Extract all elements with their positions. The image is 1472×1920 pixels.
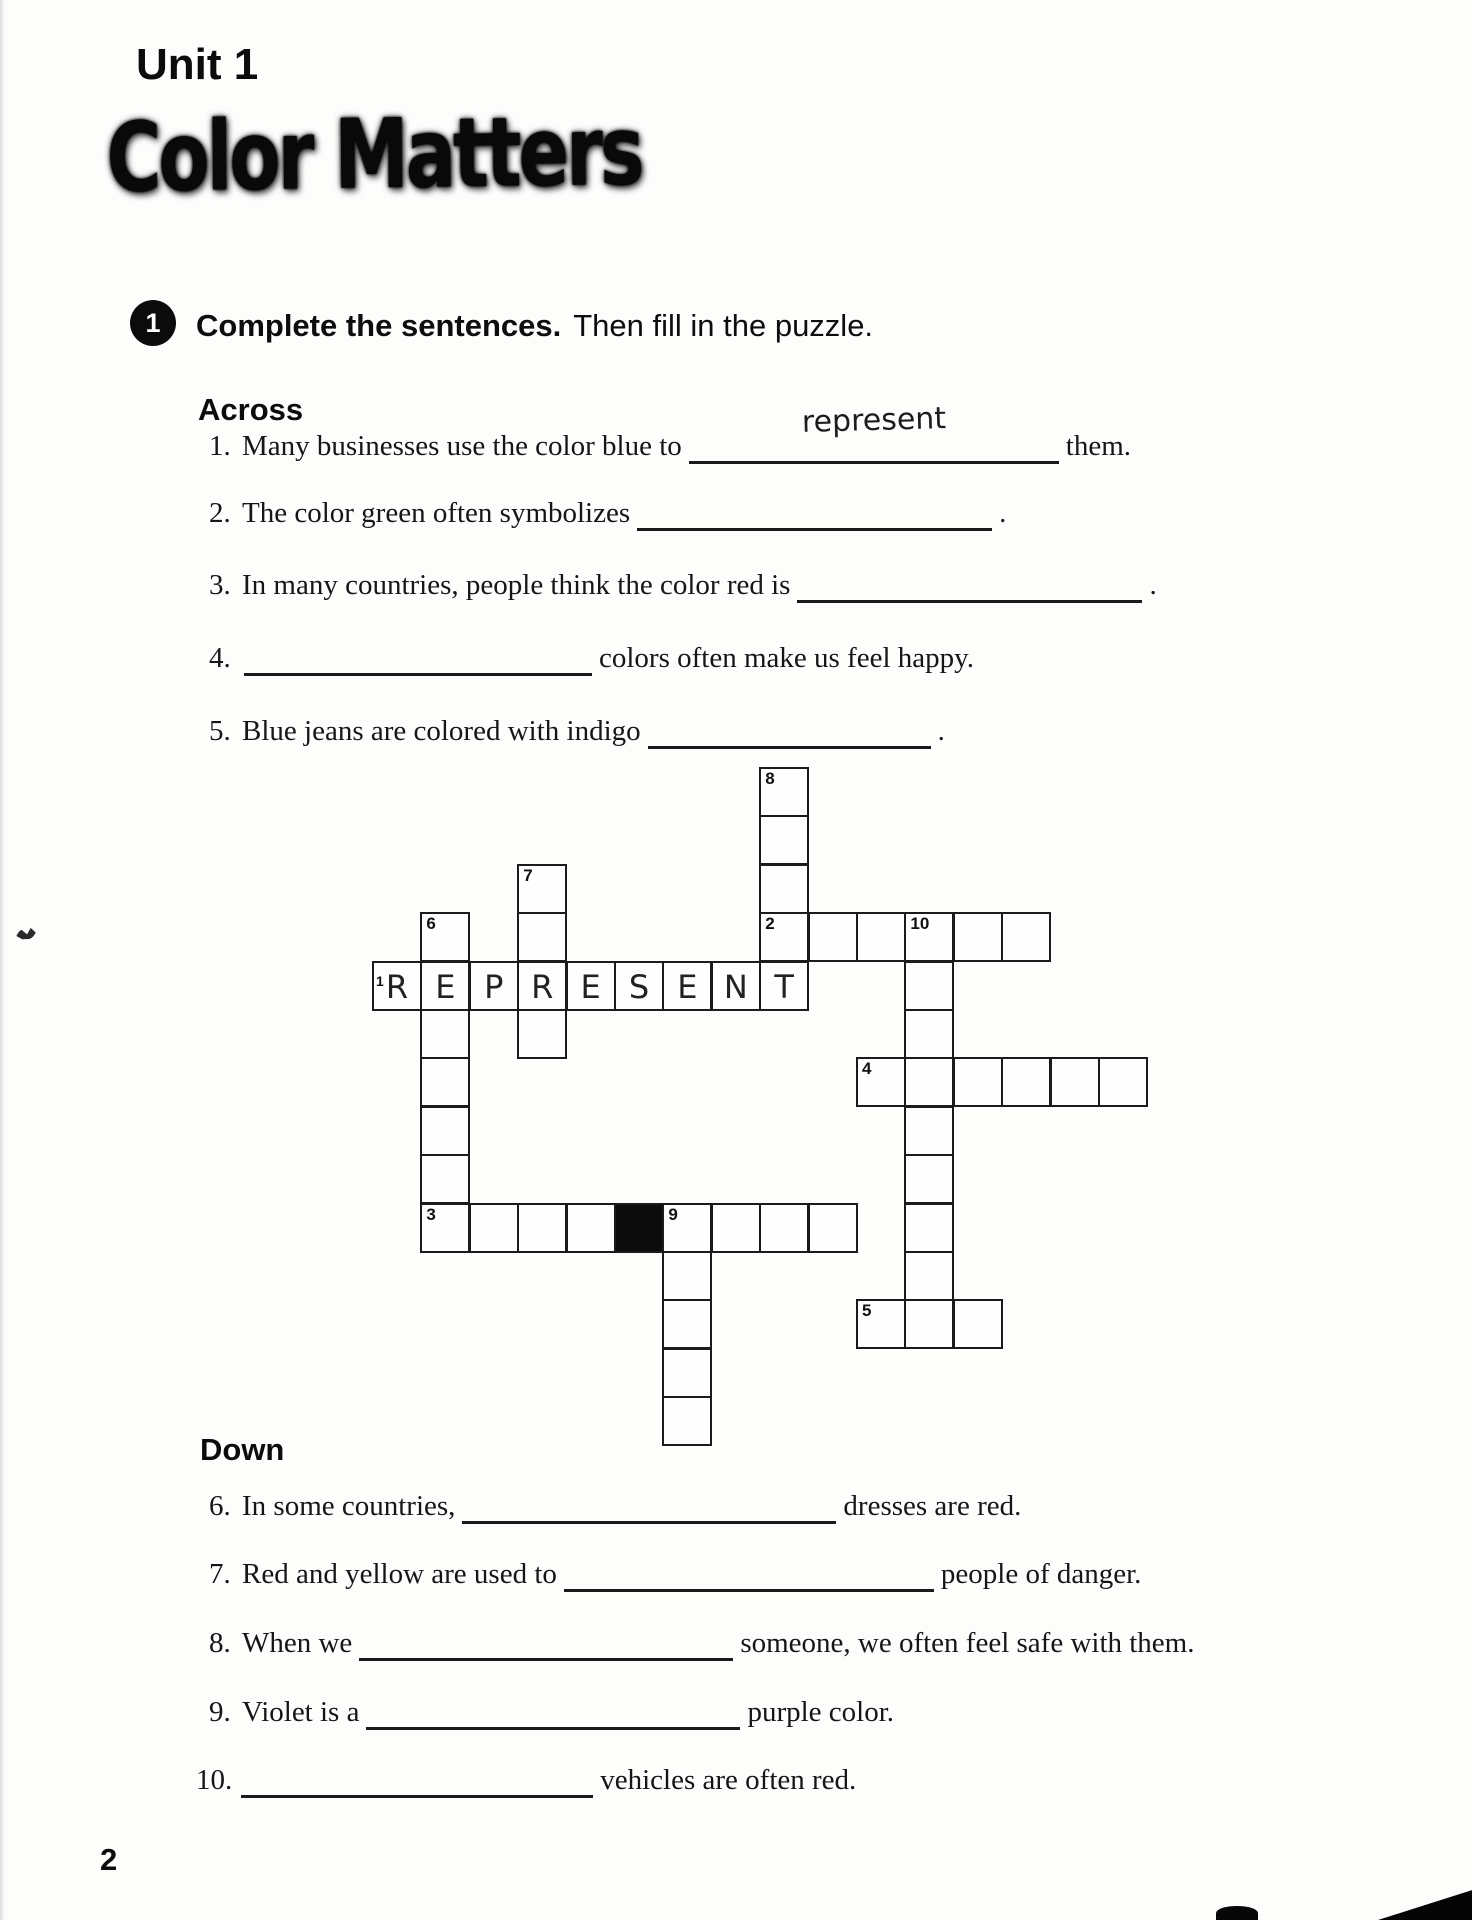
answer-blank [637,504,992,531]
page-title: Color Matters [106,94,642,214]
answer-blank [564,1565,934,1592]
puzzle-cell [517,961,567,1011]
puzzle-cell [517,912,567,962]
puzzle-cell [517,864,567,914]
answer-blank [241,1771,593,1798]
sentence-number: 3. [209,569,231,601]
puzzle-cell [759,1203,809,1253]
puzzle-cell [808,1203,858,1253]
puzzle-cell [904,912,954,962]
across-item-2 [209,497,1006,531]
puzzle-cell-letter: E [580,967,601,1006]
puzzle-cell [1001,1057,1051,1107]
puzzle-cell-letter: T [774,967,794,1006]
sentence-text: dresses are red. [843,1490,1022,1522]
puzzle-cell [856,1299,906,1349]
puzzle-cell [662,1251,712,1301]
sentence-text: Many businesses use the color blue to [242,430,682,462]
across-item-5 [209,715,945,749]
puzzle-cell [711,961,761,1011]
puzzle-cell [711,1203,761,1253]
instruction-bold: Complete the sentences. [196,308,562,343]
puzzle-cell [614,961,664,1011]
down-heading: Down [200,1432,285,1467]
puzzle-cell [420,1154,470,1204]
puzzle-cell [517,1009,567,1059]
puzzle-cell [953,1299,1003,1349]
puzzle-cell [904,1251,954,1301]
puzzle-cell-number: 3 [426,1204,436,1224]
answer-blank [244,649,592,676]
puzzle-cell-number: 1 [376,972,384,989]
puzzle-cell-letter: E [677,967,698,1006]
puzzle-cell [904,1299,954,1349]
sentence-number: 9. [209,1696,231,1728]
handwritten-answer: represent [801,401,947,440]
puzzle-cell [372,961,422,1011]
puzzle-cell-number: 7 [523,865,533,885]
page-number: 2 [100,1842,118,1877]
puzzle-cell [662,961,712,1011]
answer-blank [462,1497,836,1524]
puzzle-cell-number: 9 [668,1204,678,1224]
puzzle-cell-letter: S [628,967,650,1006]
scan-pen-mark [15,926,37,942]
sentence-text: Red and yellow are used to [242,1558,557,1590]
sentence-number: 4. [209,642,231,674]
puzzle-cell-letter: R [531,967,554,1006]
down-item-7 [209,1558,1141,1592]
puzzle-cell-letter: E [435,967,456,1006]
sentence-number: 5. [209,715,231,747]
answer-blank [689,401,1059,464]
answer-blank [797,576,1142,603]
puzzle-cell [420,912,470,962]
unit-label: Unit 1 [136,40,259,89]
puzzle-cell [517,1203,567,1253]
puzzle-cell [662,1348,712,1398]
answer-blank [366,1703,740,1730]
puzzle-cell [662,1299,712,1349]
sentence-text: people of danger. [940,1558,1142,1590]
exercise-number-badge [130,300,176,346]
puzzle-cell [420,1009,470,1059]
puzzle-cell-number: 4 [862,1059,872,1079]
sentence-text: When we [242,1627,353,1659]
puzzle-cell [420,1106,470,1156]
sentence-number: 8. [209,1627,231,1659]
puzzle-cell [953,912,1003,962]
sentence-text: . [937,715,945,747]
puzzle-cell-number: 10 [910,914,930,934]
scan-corner-shadow [1378,1886,1472,1920]
puzzle-cell [662,1203,712,1253]
puzzle-cell [759,864,809,914]
across-item-3 [209,569,1157,603]
puzzle-cell [759,912,809,962]
puzzle-cell-number: 8 [765,769,775,788]
puzzle-cell [1098,1057,1148,1107]
puzzle-cell [904,1203,954,1253]
down-item-9 [209,1696,894,1730]
sentence-text: Blue jeans are colored with indigo [242,715,641,747]
puzzle-cell [759,961,809,1011]
puzzle-cell-letter: P [484,967,504,1006]
puzzle-cell [904,1106,954,1156]
puzzle-cell [420,961,470,1011]
puzzle-cell [904,961,954,1011]
puzzle-black-cell [614,1203,664,1253]
puzzle-cell-letter: N [723,967,748,1006]
scan-edge-shadow [0,0,7,1920]
sentence-number: 1. [209,430,231,462]
puzzle-cell [420,1203,470,1253]
puzzle-cell [566,961,616,1011]
puzzle-cell [1050,1057,1100,1107]
puzzle-cell [420,1057,470,1107]
puzzle-cell [759,767,809,817]
puzzle-cell [662,1396,712,1446]
sentence-text: purple color. [747,1696,895,1728]
puzzle-cell [808,912,858,962]
puzzle-cell [469,961,519,1011]
sentence-number: 7. [209,1558,231,1590]
puzzle-cell-letter: R [385,967,409,1006]
puzzle-cell-number: 6 [426,914,436,934]
puzzle-cell-number: 2 [765,914,775,934]
puzzle-cell [856,912,906,962]
puzzle-cell [904,1154,954,1204]
puzzle-cell [953,1057,1003,1107]
sentence-text: colors often make us feel happy. [599,642,974,674]
sentence-text: Violet is a [242,1696,360,1728]
answer-blank [648,722,931,749]
down-item-10 [196,1764,856,1798]
across-item-4 [209,642,974,676]
puzzle-cell [904,1057,954,1107]
sentence-text: In some countries, [242,1490,456,1522]
puzzle-cell [469,1203,519,1253]
puzzle-cell-number: 5 [862,1301,872,1321]
puzzle-cell [759,815,809,865]
sentence-text: vehicles are often red. [600,1764,857,1796]
puzzle-cell [1001,912,1051,962]
scan-corner-blob [1216,1906,1258,1920]
sentence-text: them. [1065,430,1132,462]
sentence-number: 6. [209,1490,231,1522]
exercise-instruction [196,308,873,344]
sentence-number: 10. [196,1764,233,1796]
sentence-text: . [999,497,1007,529]
sentence-number: 2. [209,497,231,529]
puzzle-cell [904,1009,954,1059]
instruction-regular: Then fill in the puzzle. [573,308,874,343]
sentence-text: someone, we often feel safe with them. [740,1627,1195,1659]
down-item-6 [209,1490,1021,1524]
puzzle-cell [856,1057,906,1107]
sentence-text: . [1149,569,1157,601]
puzzle-cell [566,1203,616,1253]
across-heading: Across [198,392,304,427]
exercise-number: 1 [145,307,161,338]
sentence-text: The color green often symbolizes [242,497,631,529]
down-item-8 [209,1627,1195,1661]
sentence-text: In many countries, people think the color red is [242,569,791,601]
answer-blank [359,1634,733,1661]
